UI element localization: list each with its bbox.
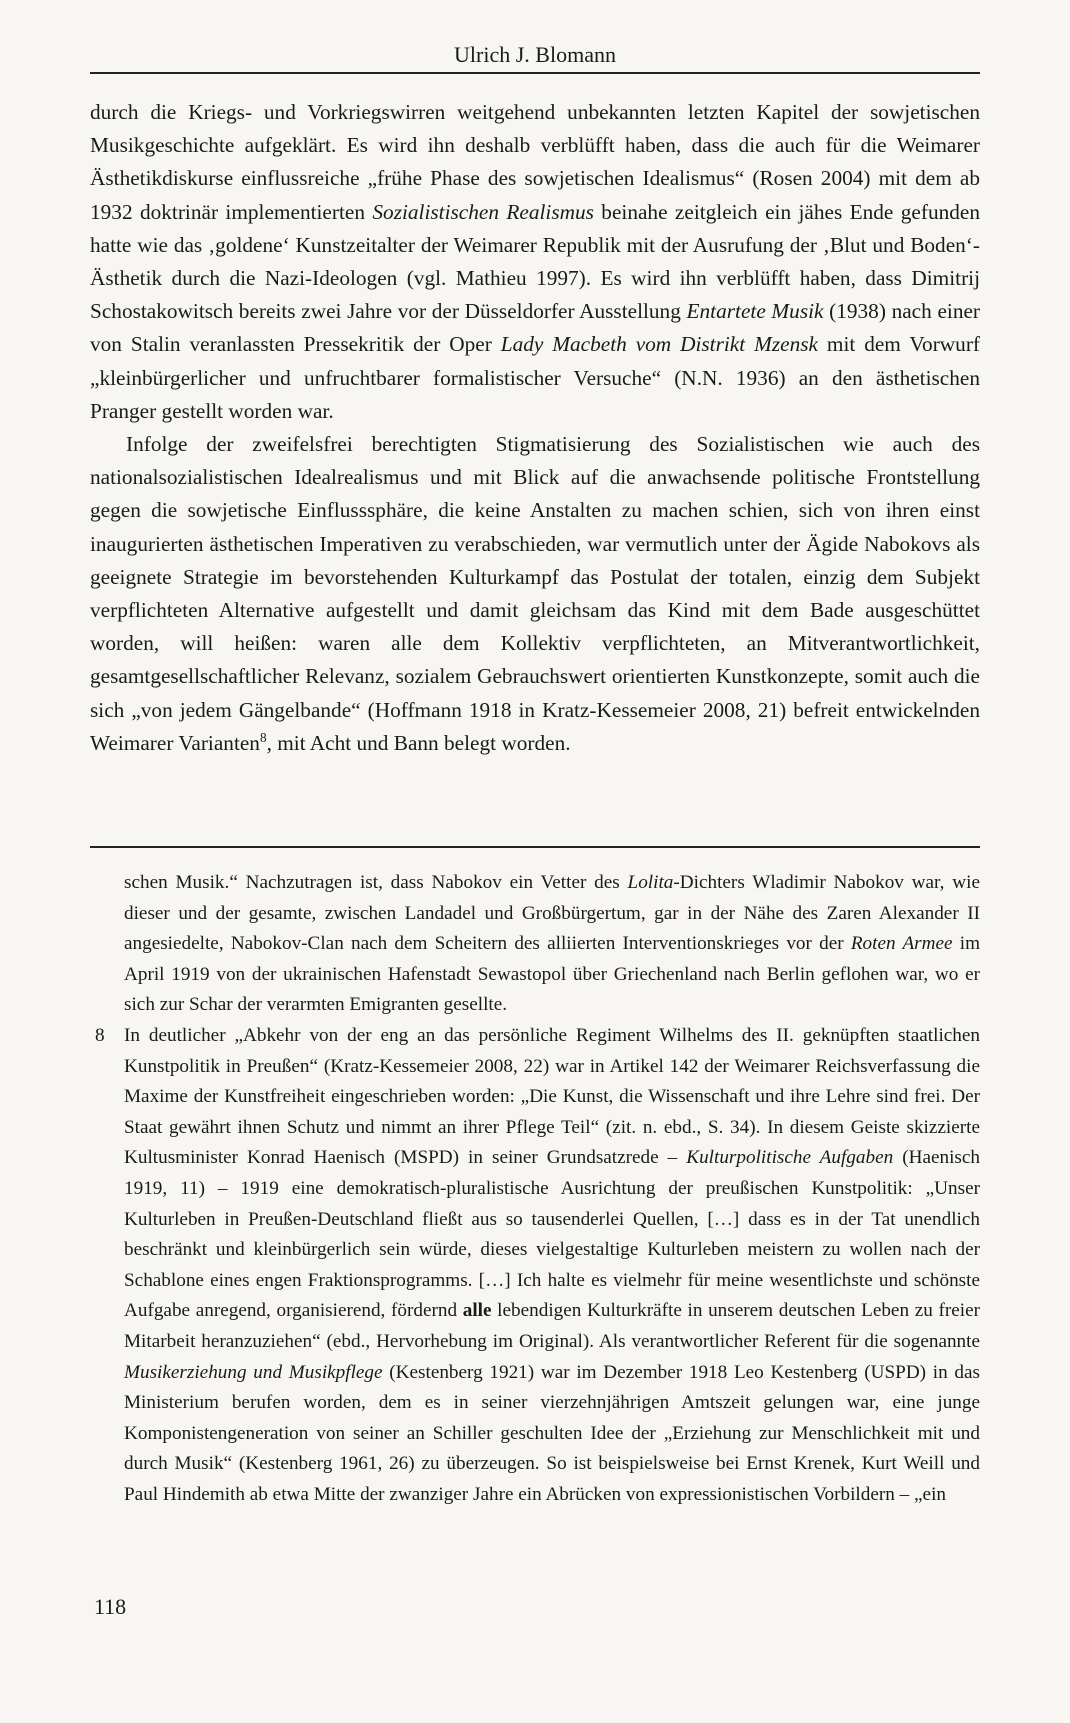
text-run: (Haenisch 1919, 11) – 1919 eine demokratisch-pluralistische Ausrichtung der preußischen Kunstpolitik: „Unser Kulturleben in Preußen-Deutschland fließt aus so tausenderlei Quellen, […] dass es in der Tat unendlich beschränkt und kleinbürgerlich sein würde, dieses vielgestaltige Kulturleben meistern zu wollen nach der Schablone eines engen Fraktionsprogramms. […] Ich halte es vielmehr für meine wesentlichste und schönste Aufgabe anregend, organisierend, fördernd: [124, 1147, 980, 1322]
italic-run: Lolita: [627, 872, 674, 893]
footnote-reference: 8: [259, 729, 267, 745]
footnote-number: 8: [95, 1024, 105, 1046]
running-header-author: Ulrich J. Blomann: [454, 42, 616, 67]
bold-run: alle: [462, 1300, 492, 1322]
italic-run: Lady Macbeth vom Distrikt Mzensk: [500, 332, 818, 357]
italic-run: Musikerziehung und Musikpflege: [124, 1361, 383, 1383]
italic-run: Sozialistischen Realismus: [372, 199, 594, 224]
running-header: [90, 38, 980, 74]
text-run: mit dem Vorwurf „kleinbürgerlicher und unfruchtbarer formalistischer Versuche“ (N.N. 1936) an den ästhetischen Pranger gestellt worden war.: [90, 332, 980, 423]
footnotes: [90, 868, 980, 1510]
paragraph-2: [90, 428, 980, 760]
text-run: beinahe zeitgleich ein jähes Ende gefunden hatte wie das ‚goldene‘ Kunstzeitalter der Weimarer Republik mit der Ausrufung der ‚Blut und Boden‘-Ästhetik durch die Nazi-Ideologen (vgl. Mathieu 1997). Es wird ihn verblüfft haben, dass Dimitrij Schostakowitsch bereits zwei Jahre vor der Düsseldorfer Ausstellung: [90, 199, 981, 324]
text-run: im April 1919 von der ukrainischen Hafenstadt Sewastopol über Griechenland nach Berlin geflohen war, wo er sich zur Schar der verarmten Emigranten gesellte.: [124, 933, 980, 1016]
footnote-separator: [90, 846, 980, 848]
text-run: -Dichters Wladimir Nabokov war, wie dieser und der gesamte, zwischen Landadel und Großbürgertum, gar in der Nähe des Zaren Alexander II angesiedelte, Nabokov-Clan nach dem Scheitern des alliierten Interventionskrieges vor der: [124, 872, 980, 955]
text-run: durch die Kriegs- und Vorkriegswirren weitgehend unbekannten letzten Kapitel der sowjetischen Musikgeschichte aufgeklärt. Es wird ihn deshalb verblüfft haben, dass die auch für die Weimarer Ästhetikdiskurse einflussreiche „frühe Phase des sowjetischen Idealismus“ (Rosen 2004) mit dem ab 1932 doktrinär implementierten: [90, 100, 980, 224]
footnote-8: [90, 1021, 980, 1511]
body-text: [90, 96, 980, 760]
footnote-continued: [90, 868, 980, 1021]
text-run: (1938) nach einer von Stalin veranlassten Pressekritik der Oper: [90, 299, 981, 357]
italic-run: Kulturpolitische Aufgaben: [686, 1147, 894, 1169]
italic-run: Roten Armee: [850, 933, 953, 955]
text-run: In deutlicher „Abkehr von der eng an das persönliche Regiment Wilhelms des II. geknüpften staatlichen Kunstpolitik in Preußen“ (Kratz-Kessemeier 2008, 22) war in Artikel 142 der Weimarer Reichsverfassung die Maxime der Kunstfreiheit eingeschrieben worden: „Die Kunst, die Wissenschaft und ihre Lehre sind frei. Der Staat gewährt ihnen Schutz und nimmt an ihrer Pflege Teil“ (zit. n. ebd., S. 34). In diesem Geiste skizzierte Kultusminister Konrad Haenisch (MSPD) in seiner Grundsatzrede –: [124, 1024, 980, 1169]
paragraph-1: [90, 96, 980, 428]
page-number: 118: [94, 1594, 127, 1619]
italic-run: Entartete Musik: [686, 299, 824, 324]
text-run: schen Musik.“ Nachzutragen ist, dass Nabokov ein Vetter des: [124, 872, 628, 893]
text-run: , mit Acht und Bann belegt worden.: [266, 730, 571, 755]
text-run: lebendigen Kulturkräfte in unserem deutschen Leben zu freier Mitarbeit heranzuziehen“ (ebd., Hervorhebung im Original). Als verantwortlicher Referent für die sogenannte: [124, 1300, 980, 1352]
text-run: (Kestenberg 1921) war im Dezember 1918 Leo Kestenberg (USPD) in das Ministerium berufen worden, dem es in seiner vierzehnjährigen Amtszeit gelungen war, eine junge Komponistengeneration von seiner an Schiller geschulten Idee der „Erziehung zur Menschlichkeit mit und durch Musik“ (Kestenberg 1961, 26) zu überzeugen. So ist beispielsweise bei Ernst Krenek, Kurt Weill und Paul Hindemith ab etwa Mitte der zwanziger Jahre ein Abrücken von expressionistischen Vorbildern – „ein: [124, 1361, 980, 1505]
text-run: Infolge der zweifelsfrei berechtigten Stigmatisierung des Sozialistischen wie auch des nationalsozialistischen Idealrealismus und mit Blick auf die anwachsende politische Frontstellung gegen die sowjetische Einflusssphäre, die keine Anstalten zu machen schien, sich von ihren einst inaugurierten ästhetischen Imperativen zu verabschieden, war vermutlich unter der Ägide Nabokovs als geeignete Strategie im bevorstehenden Kulturkampf das Postulat der totalen, einzig dem Subjekt verpflichteten Alternative aufgestellt und damit gleichsam das Kind mit dem Bade ausgeschüttet worden, will heißen: waren alle dem Kollektiv verpflichteten, an Mitverantwortlichkeit, gesamtgesellschaftlicher Relevanz, sozialem Gebrauchswert orientierten Kunstkonzepte, somit auch die sich „von jedem Gängelbande“ (Hoffmann 1918 in Kratz-Kessemeier 2008, 21) befreit entwickelnden Weimarer Varianten: [90, 432, 980, 755]
